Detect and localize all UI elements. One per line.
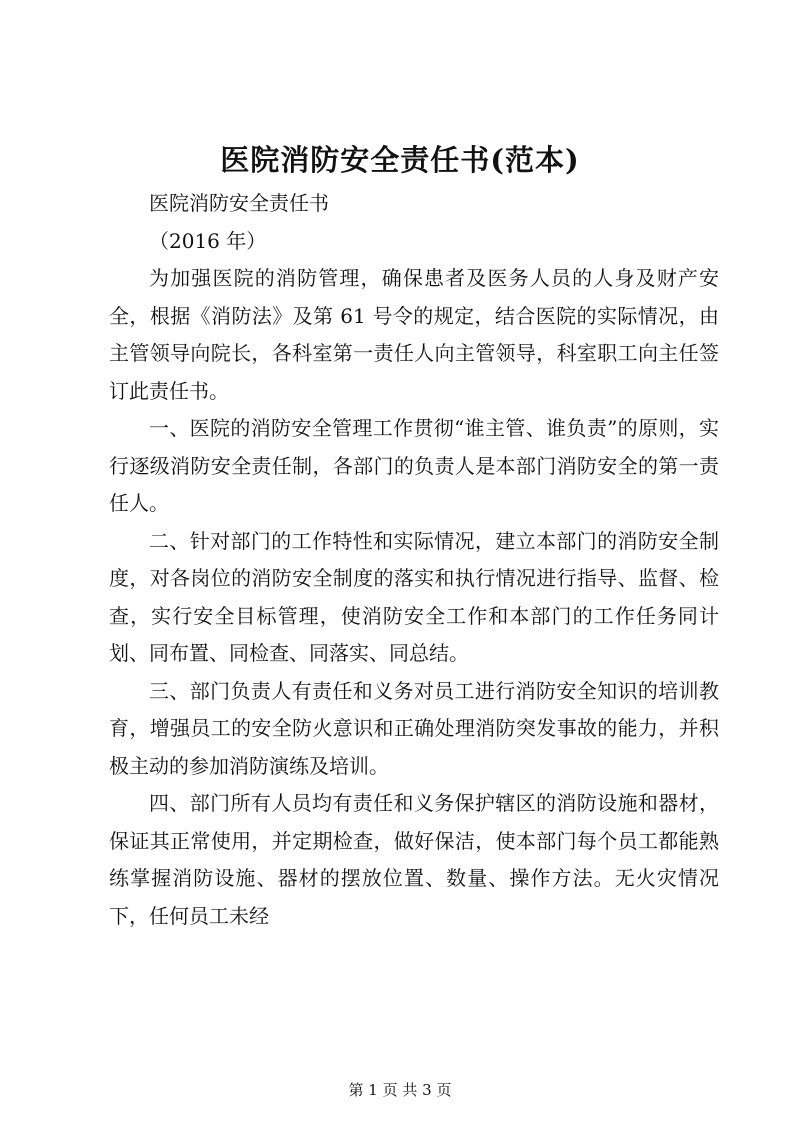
document-body [109, 185, 719, 935]
document-title: 医院消防安全责任书(范本) [220, 143, 580, 177]
clause-4-paragraph: 四、部门所有人员均有责任和义务保护辖区的消防设施和器材，保证其正常使用，并定期检查，做好保洁，使本部门每个员工都能熟练掌握消防设施、器材的摆放位置、数量、操作方法。无火灾情况下，任何员工未经 [109, 791, 719, 928]
year-paragraph: （2016 年） [149, 228, 267, 253]
page-footer: 第 1 页 共 3 页 [348, 1081, 452, 1099]
clause-1-paragraph: 一、医院的消防安全管理工作贯彻“谁主管、谁负责”的原则，实行逐级消防安全责任制，各部门的负责人是本部门消防安全的第一责任人。 [109, 416, 719, 515]
clause-3-paragraph: 三、部门负责人有责任和义务对员工进行消防安全知识的培训教育，增强员工的安全防火意识和正确处理消防突发事故的能力，并积极主动的参加消防演练及培训。 [109, 678, 719, 778]
clause-2-paragraph: 二、针对部门的工作特性和实际情况，建立本部门的消防安全制度，对各岗位的消防安全制度的落实和执行情况进行指导、监督、检查，实行安全目标管理，使消防安全工作和本部门的工作任务同计划、同布置、同检查、同落实、同总结。 [109, 528, 719, 665]
subtitle-paragraph: 医院消防安全责任书 [149, 191, 329, 215]
intro-paragraph: 为加强医院的消防管理，确保患者及医务人员的人身及财产安全，根据《消防法》及第 61 号令的规定，结合医院的实际情况，由主管领导向院长，各科室第一责任人向主管领导，科室职工向主任签订此责任书。 [109, 266, 719, 403]
